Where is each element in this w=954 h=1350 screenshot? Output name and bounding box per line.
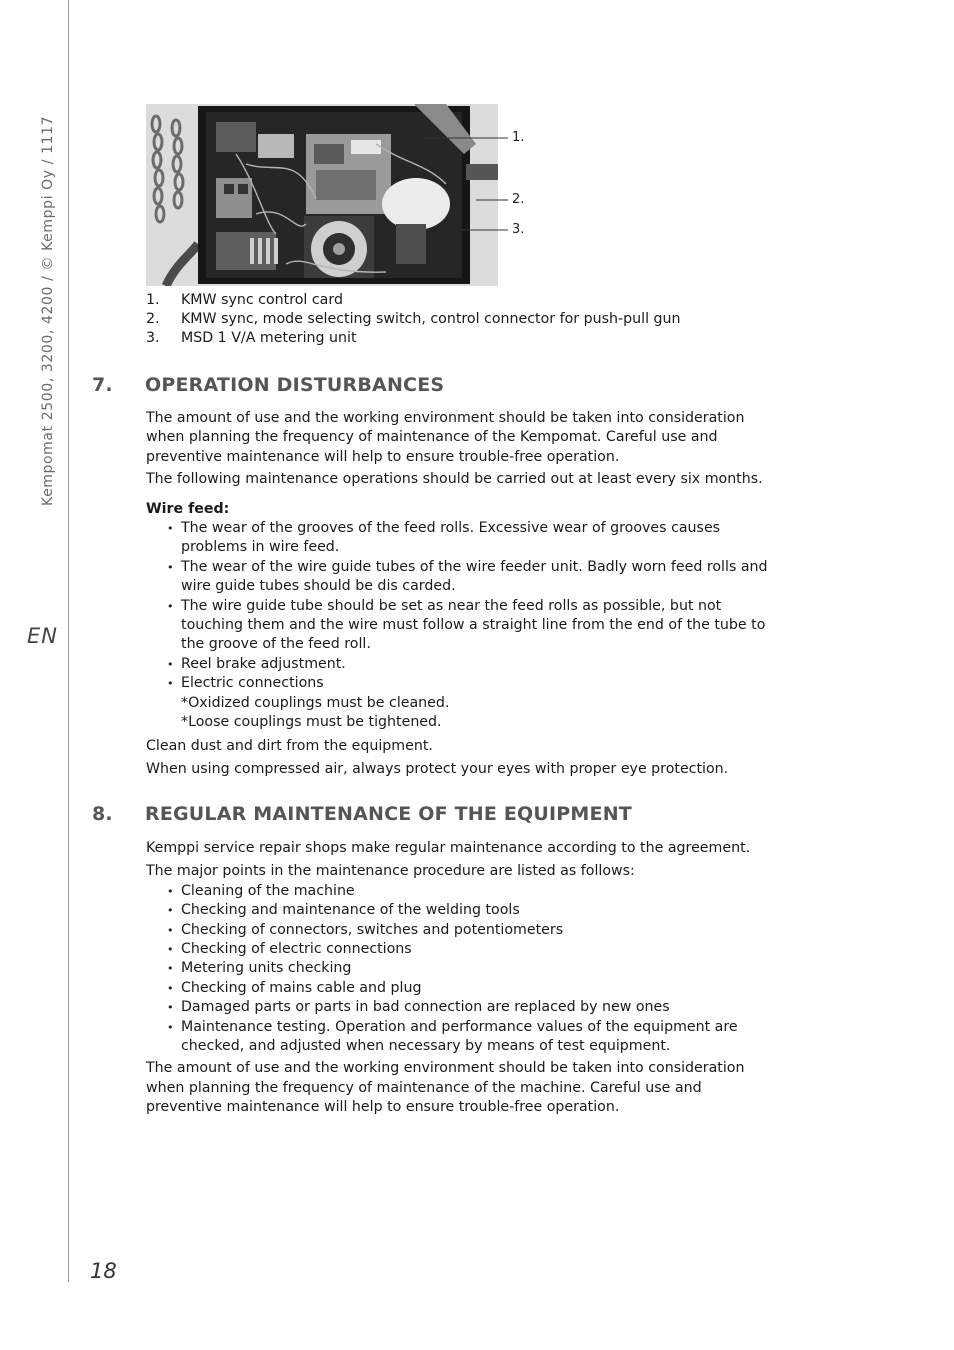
legend-item bbox=[146, 291, 786, 310]
section-number: 7. bbox=[92, 374, 113, 396]
list-item: • Reel brake adjustment. bbox=[146, 655, 771, 674]
section-title: REGULAR MAINTENANCE OF THE EQUIPMENT bbox=[145, 803, 632, 825]
legend-item bbox=[146, 310, 786, 329]
section-title: OPERATION DISTURBANCES bbox=[145, 374, 445, 396]
section-number: 8. bbox=[92, 803, 113, 825]
paragraph: The following maintenance operations should be carried out at least every six months. bbox=[146, 471, 763, 488]
paragraph: The major points in the maintenance procedure are listed as follows: bbox=[146, 863, 635, 880]
list-item: • Checking and maintenance of the welding tools bbox=[146, 901, 771, 920]
list-item: • The wear of the grooves of the feed rolls. Excessive wear of grooves causes problems in wire feed. bbox=[146, 519, 771, 558]
list-item: • The wire guide tube should be set as near the feed rolls as possible, but not touching them and the wire must follow a straight line from the end of the tube to the groove of the feed roll. bbox=[146, 597, 771, 655]
section-8-heading bbox=[92, 803, 632, 825]
sub-note: *Oxidized couplings must be cleaned. bbox=[181, 694, 450, 711]
page-number: 18 bbox=[90, 1259, 117, 1283]
paragraph: The amount of use and the working environment should be taken into consideration when planning the frequency of maintenance of the machine. Careful use and preventive maintenance will help to ensure trouble-free operation. bbox=[146, 1060, 745, 1116]
list-item: • Checking of electric connections bbox=[146, 940, 771, 959]
callout-2: 2. bbox=[512, 192, 525, 207]
sub-note: *Loose couplings must be tightened. bbox=[181, 714, 442, 731]
list-item: • Electric connections bbox=[146, 674, 771, 693]
legend-number: 1. bbox=[146, 292, 160, 308]
list-item: • Damaged parts or parts in bad connection are replaced by new ones bbox=[146, 998, 771, 1017]
wire-feed-list bbox=[146, 519, 771, 694]
list-item: • Checking of connectors, switches and potentiometers bbox=[146, 921, 771, 940]
figure-legend bbox=[146, 291, 786, 348]
document-info: Kempomat 2500, 3200, 4200 / © Kemppi Oy / 1117 bbox=[40, 115, 56, 506]
section-7-body bbox=[146, 409, 771, 779]
legend-text: KMW sync, mode selecting switch, control connector for push-pull gun bbox=[181, 311, 681, 327]
language-tag: EN bbox=[27, 624, 58, 648]
equipment-figure bbox=[146, 104, 530, 286]
paragraph: Kemppi service repair shops make regular maintenance according to the agreement. bbox=[146, 840, 751, 856]
list-item: • The wear of the wire guide tubes of the wire feeder unit. Badly worn feed rolls and wire guide tubes should be dis carded. bbox=[146, 558, 771, 597]
callout-3: 3. bbox=[512, 222, 525, 237]
paragraph: The amount of use and the working environment should be taken into consideration when planning the frequency of maintenance of the Kempomat. Careful use and preventive maintenance will help to ensure trouble-free operation. bbox=[146, 410, 745, 465]
subheading-wire-feed: Wire feed: bbox=[146, 500, 230, 517]
section-8-body bbox=[146, 839, 771, 1118]
legend-text: KMW sync control card bbox=[181, 292, 343, 308]
paragraph: Clean dust and dirt from the equipment. bbox=[146, 737, 433, 754]
list-item: • Cleaning of the machine bbox=[146, 882, 771, 901]
section-7-heading bbox=[92, 374, 444, 396]
callout-1: 1. bbox=[512, 130, 525, 145]
list-item: • Checking of mains cable and plug bbox=[146, 979, 771, 998]
legend-number: 3. bbox=[146, 330, 160, 346]
maintenance-list bbox=[146, 882, 771, 1057]
legend-item bbox=[146, 329, 786, 348]
list-item: • Maintenance testing. Operation and performance values of the equipment are checked, and adjusted when necessary by means of test equipment. bbox=[146, 1018, 771, 1057]
legend-text: MSD 1 V/A metering unit bbox=[181, 330, 357, 346]
paragraph: When using compressed air, always protect your eyes with proper eye protection. bbox=[146, 760, 729, 777]
margin-rule bbox=[68, 0, 69, 1282]
callout-leaders bbox=[146, 104, 530, 286]
list-item: • Metering units checking bbox=[146, 959, 771, 978]
legend-number: 2. bbox=[146, 311, 160, 327]
